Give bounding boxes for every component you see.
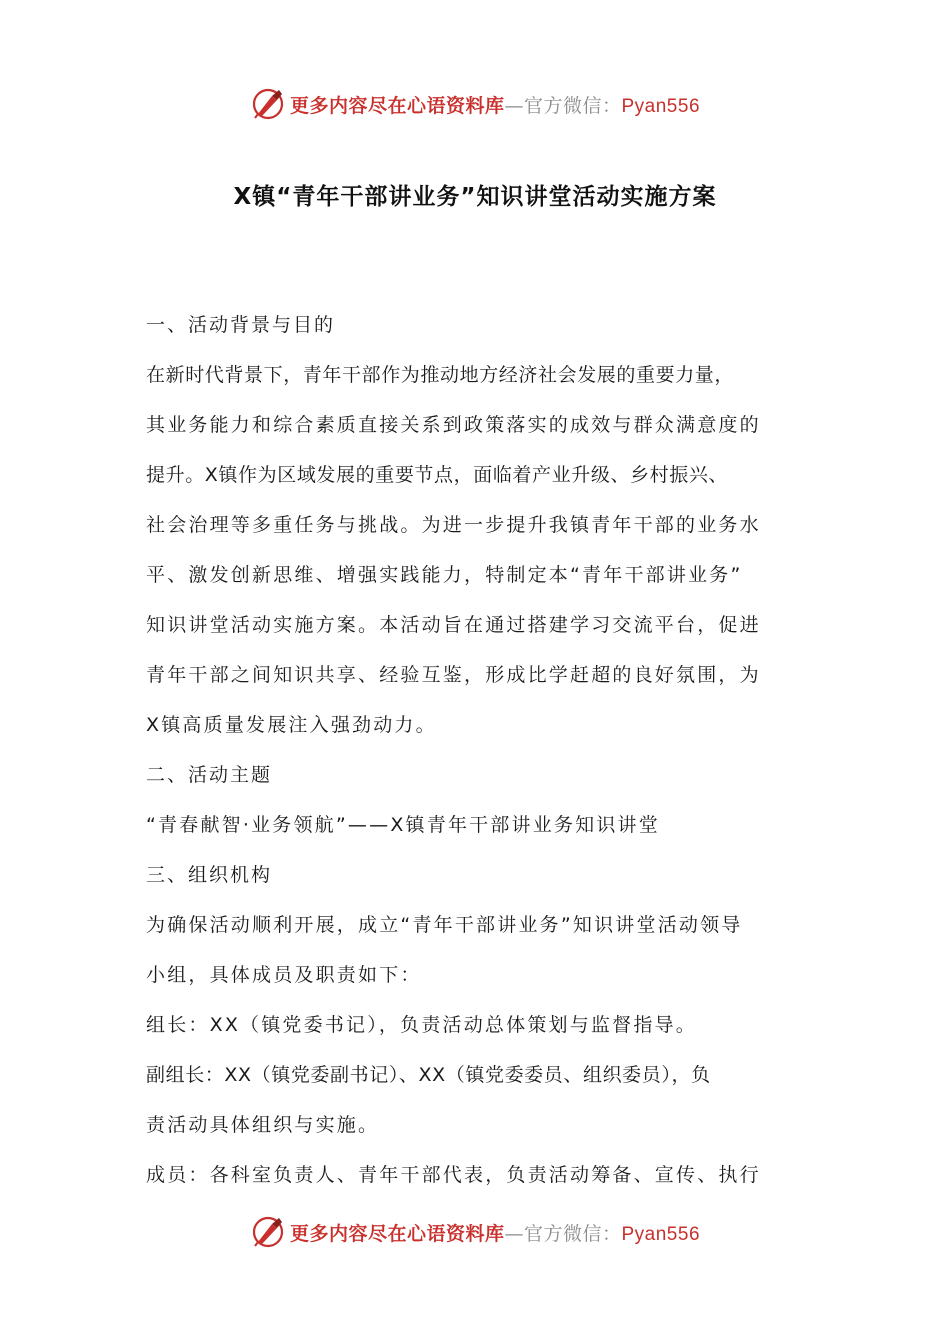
paragraph-line: 提升。X镇作为区域发展的重要节点，面临着产业升级、乡村振兴、 bbox=[146, 464, 729, 486]
watermark-footer bbox=[0, 1210, 950, 1254]
watermark-wechat-id: Pyan556 bbox=[621, 1223, 701, 1245]
document-body bbox=[146, 300, 826, 1200]
watermark-wechat-id: Pyan556 bbox=[621, 95, 701, 117]
paragraph-line: 副组长：XX（镇党委副书记）、XX（镇党委委员、组织委员），负 bbox=[146, 1064, 711, 1086]
pen-nib-logo-icon bbox=[250, 1214, 286, 1250]
paragraph-line: 在新时代背景下，青年干部作为推动地方经济社会发展的重要力量， bbox=[146, 364, 735, 386]
watermark-brand: 更多内容尽在心语资料库 bbox=[289, 94, 505, 117]
theme-line: “青春献智·业务领航”——X镇青年干部讲业务知识讲堂 bbox=[146, 814, 660, 836]
document-title: X镇“青年干部讲业务”知识讲堂活动实施方案 bbox=[233, 184, 717, 210]
paragraph-line: X镇高质量发展注入强劲动力。 bbox=[146, 714, 437, 736]
watermark-label: 官方微信： bbox=[523, 1222, 622, 1245]
paragraph-line: 其业务能力和综合素质直接关系到政策落实的成效与群众满意度的 bbox=[146, 414, 761, 436]
paragraph-line: 小组，具体成员及职责如下： bbox=[146, 964, 422, 986]
pen-nib-logo-icon bbox=[250, 86, 286, 122]
watermark-header bbox=[0, 82, 950, 126]
paragraph-line: 平、激发创新思维、增强实践能力，特制定本“青年干部讲业务” bbox=[146, 564, 743, 586]
paragraph-line: 社会治理等多重任务与挑战。为进一步提升我镇青年干部的业务水 bbox=[146, 514, 761, 536]
paragraph-line: 成员：各科室负责人、青年干部代表，负责活动筹备、宣传、执行 bbox=[146, 1164, 761, 1186]
paragraph-line: 责活动具体组织与实施。 bbox=[146, 1114, 380, 1136]
section-heading: 一、活动背景与目的 bbox=[146, 314, 336, 336]
watermark-text bbox=[290, 91, 700, 118]
section-heading: 三、组织机构 bbox=[146, 864, 273, 886]
paragraph-line: 青年干部之间知识共享、经验互鉴，形成比学赶超的良好氛围，为 bbox=[146, 664, 761, 686]
watermark-text bbox=[290, 1219, 700, 1246]
watermark-separator: — bbox=[504, 94, 524, 117]
paragraph-line: 为确保活动顺利开展，成立“青年干部讲业务”知识讲堂活动领导 bbox=[146, 914, 743, 936]
watermark-brand: 更多内容尽在心语资料库 bbox=[289, 1222, 505, 1245]
section-heading: 二、活动主题 bbox=[146, 764, 273, 786]
watermark-label: 官方微信： bbox=[523, 94, 622, 117]
paragraph-line: 组长：XX（镇党委书记），负责活动总体策划与监督指导。 bbox=[146, 1014, 697, 1036]
watermark-separator: — bbox=[504, 1222, 524, 1245]
paragraph-line: 知识讲堂活动实施方案。本活动旨在通过搭建学习交流平台，促进 bbox=[146, 614, 761, 636]
